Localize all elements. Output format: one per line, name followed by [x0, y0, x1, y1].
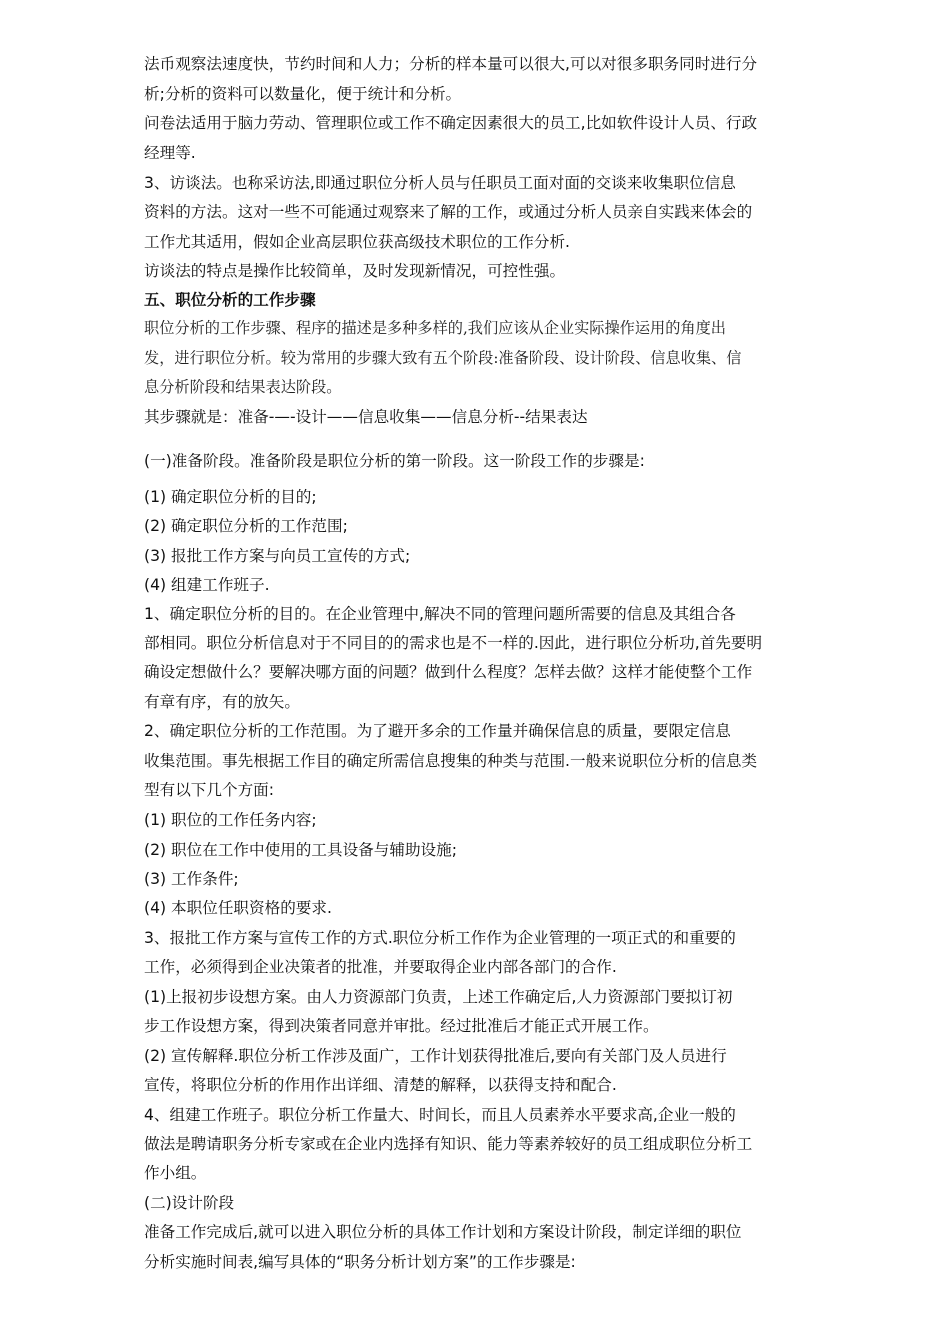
section-subheading: (二)设计阶段 [144, 1194, 235, 1212]
text-line: 确设定想做什么？要解决哪方面的问题？做到什么程度？怎样去做？这样才能使整个工作 [144, 663, 753, 681]
list-item: (4) 本职位任职资格的要求. [144, 899, 332, 917]
text-line: 工作尤其适用，假如企业高层职位获高级技术职位的工作分析. [144, 233, 570, 251]
list-item: (2) 确定职位分析的工作范围; [144, 517, 348, 535]
text-line: 做法是聘请职务分析专家或在企业内选择有知识、能力等素养较好的员工组成职位分析工 [144, 1135, 753, 1153]
text-line: 2、确定职位分析的工作范围。为了避开多余的工作量并确保信息的质量，要限定信息 [144, 722, 731, 740]
text-line: 步工作设想方案，得到决策者同意并审批。经过批准后才能正式开展工作。 [144, 1017, 659, 1035]
list-item: (4) 组建工作班子. [144, 576, 270, 594]
text-line: 法币观察法速度快，节约时间和人力；分析的样本量可以很大,可以对很多职务同时进行分 [144, 55, 758, 73]
text-line: (2) 宣传解释.职位分析工作涉及面广，工作计划获得批准后,要向有关部门及人员进行 [144, 1047, 727, 1065]
text-line: 息分析阶段和结果表达阶段。 [144, 378, 342, 396]
text-line: 4、组建工作班子。职位分析工作量大、时间长，而且人员素养水平要求高,企业一般的 [144, 1106, 736, 1124]
list-item: (1) 确定职位分析的目的; [144, 488, 317, 506]
text-line: 3、访谈法。也称采访法,即通过职位分析人员与任职员工面对面的交谈来收集职位信息 [144, 174, 736, 192]
text-line: 收集范围。事先根据工作目的确定所需信息搜集的种类与范围.一般来说职位分析的信息类 [144, 752, 758, 770]
list-item: (2) 职位在工作中使用的工具设备与辅助设施; [144, 841, 457, 859]
text-line: 经理等. [144, 144, 196, 162]
list-item: (1) 职位的工作任务内容; [144, 811, 317, 829]
text-line: 3、报批工作方案与宣传工作的方式.职位分析工作作为企业管理的一项正式的和重要的 [144, 929, 736, 947]
text-line: 型有以下几个方面: [144, 781, 275, 799]
text-line: 准备工作完成后,就可以进入职位分析的具体工作计划和方案设计阶段，制定详细的职位 [144, 1223, 742, 1241]
text-line: 资料的方法。这对一些不可能通过观察来了解的工作，或通过分析人员亲自实践来体会的 [144, 203, 753, 221]
text-line: 作小组。 [144, 1164, 207, 1182]
list-item: (3) 工作条件; [144, 870, 239, 888]
section-heading: 五、职位分析的工作步骤 [144, 291, 316, 309]
text-line: 部相同。职位分析信息对于不同目的的需求也是不一样的.因此，进行职位分析功,首先要明 [144, 634, 763, 652]
text-line: 问卷法适用于脑力劳动、管理职位或工作不确定因素很大的员工,比如软件设计人员、行政 [144, 114, 758, 132]
text-line: 宣传，将职位分析的作用作出详细、清楚的解释，以获得支持和配合. [144, 1076, 617, 1094]
text-line: 1、确定职位分析的目的。在企业管理中,解决不同的管理问题所需要的信息及其组合各 [144, 605, 736, 623]
text-line: 其步骤就是：准备-—-设计——信息收集——信息分析--结果表达 [144, 408, 588, 426]
text-line: 发，进行职位分析。较为常用的步骤大致有五个阶段:准备阶段、设计阶段、信息收集、信 [144, 349, 742, 367]
text-line: 访谈法的特点是操作比较简单，及时发现新情况，可控性强。 [144, 262, 566, 280]
text-line: (1)上报初步设想方案。由人力资源部门负责，上述工作确定后,人力资源部门要拟订初 [144, 988, 733, 1006]
text-line: 析;分析的资料可以数量化，便于统计和分析。 [144, 85, 462, 103]
text-line: 职位分析的工作步骤、程序的描述是多种多样的,我们应该从企业实际操作运用的角度出 [144, 319, 726, 337]
text-line: 分析实施时间表,编写具体的“职务分析计划方案”的工作步骤是: [144, 1253, 576, 1271]
list-item: (3) 报批工作方案与向员工宣传的方式; [144, 547, 411, 565]
text-line: 有章有序，有的放矢。 [144, 693, 300, 711]
text-line: (一)准备阶段。准备阶段是职位分析的第一阶段。这一阶段工作的步骤是: [144, 452, 645, 470]
text-line: 工作，必须得到企业决策者的批准，并要取得企业内部各部门的合作. [144, 958, 617, 976]
